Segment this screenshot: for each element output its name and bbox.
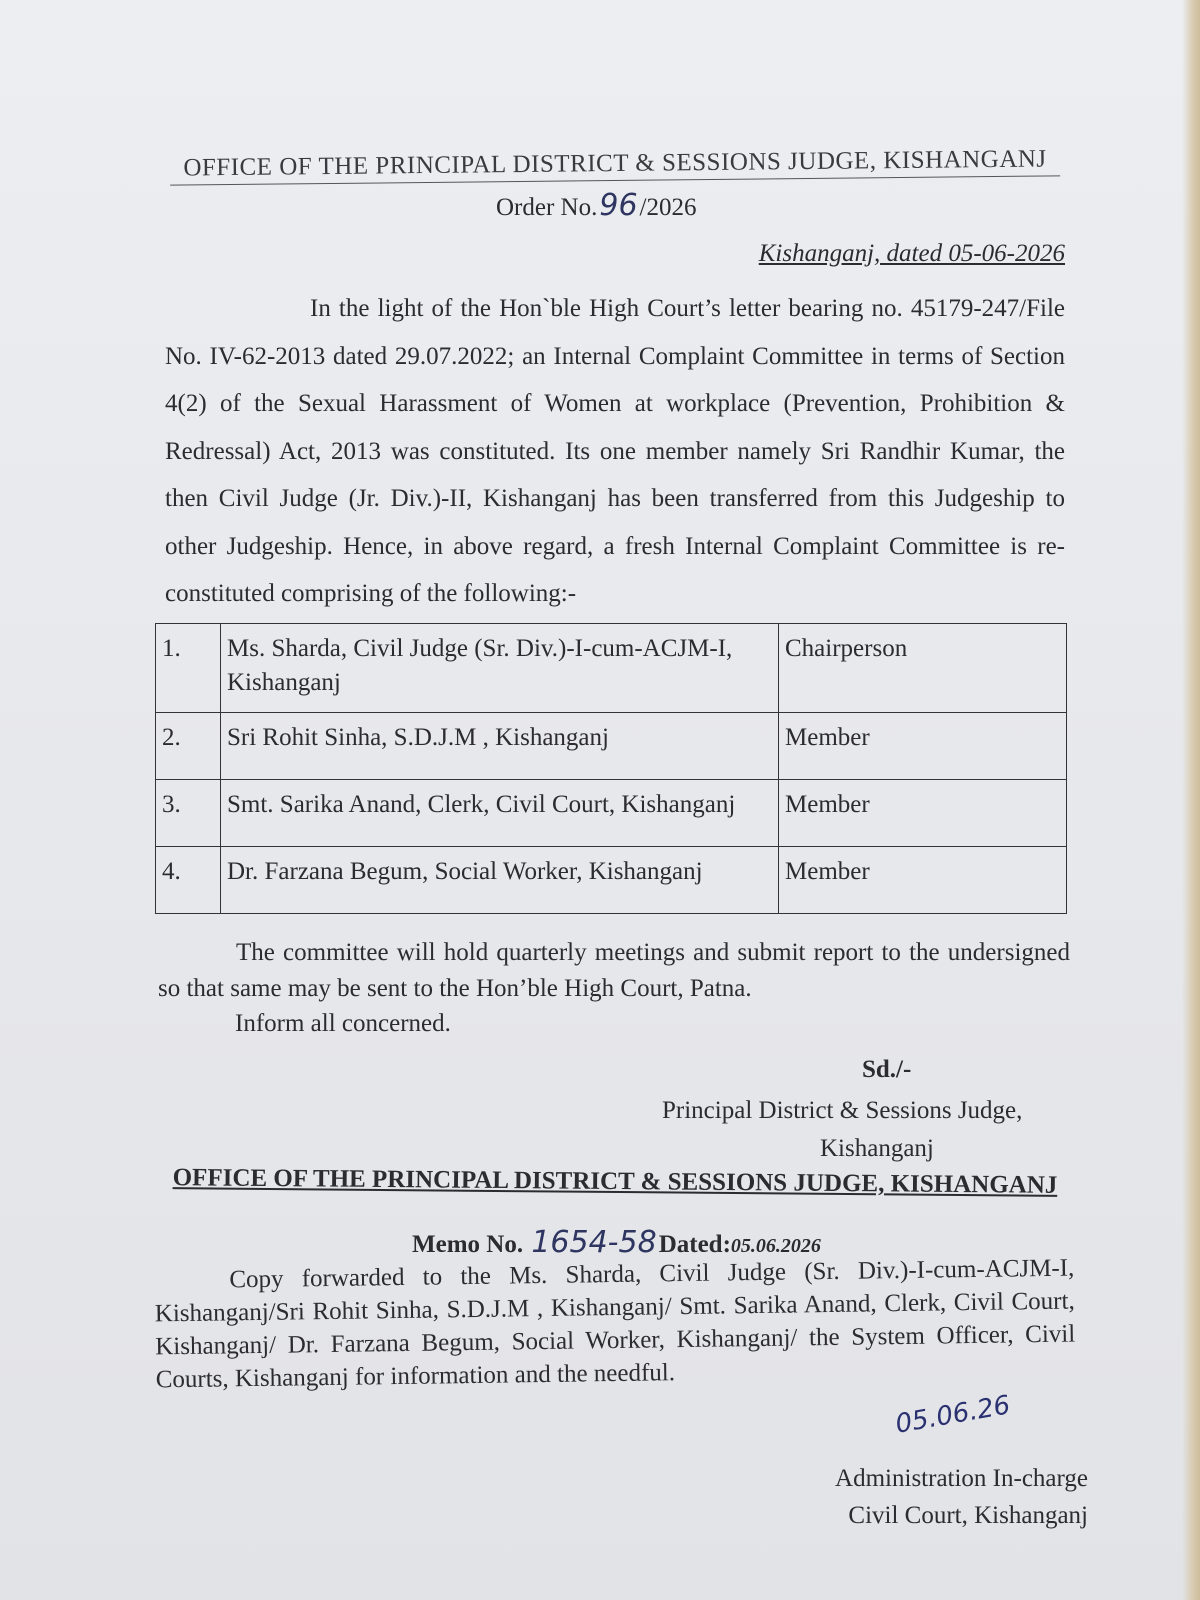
- memo-dated-value: 05.06.2026: [730, 1235, 821, 1257]
- table-row: [156, 624, 1067, 713]
- memo-dated-label: Dated:: [658, 1231, 731, 1258]
- member-number: 4.: [156, 847, 221, 914]
- handwritten-signature-date: 05.06.26: [893, 1390, 1013, 1440]
- order-prefix: Order No.: [496, 194, 598, 221]
- signed-mark: Sd./-: [862, 1056, 912, 1083]
- memo-number-line: [412, 1225, 821, 1260]
- member-number: 2.: [156, 713, 221, 780]
- judge-place: Kishanganj: [820, 1135, 934, 1162]
- page-edge: [1182, 0, 1200, 1600]
- member-role: Member: [779, 780, 1067, 847]
- admin-place: Civil Court, Kishanganj: [848, 1502, 1088, 1529]
- memo-office-header: OFFICE OF THE PRINCIPAL DISTRICT & SESSIONS JUDGE, KISHANGANJ: [172, 1164, 1058, 1199]
- member-number: 3.: [156, 780, 221, 847]
- table-row: [156, 847, 1067, 914]
- judge-title: Principal District & Sessions Judge,: [662, 1097, 1023, 1124]
- place-date: Kishanganj, dated 05-06-2026: [758, 240, 1065, 267]
- office-header: OFFICE OF THE PRINCIPAL DISTRICT & SESSIONS JUDGE, KISHANGANJ: [170, 145, 1060, 185]
- member-name: Dr. Farzana Begum, Social Worker, Kishanganj: [221, 847, 779, 914]
- member-role: Member: [779, 847, 1067, 914]
- order-suffix: /2026: [639, 194, 697, 221]
- judge-signature-block: [662, 1092, 1082, 1168]
- table-row: [156, 780, 1067, 847]
- meetings-paragraph: [158, 935, 1070, 1007]
- order-number-line: [496, 188, 697, 223]
- memo-number-handwritten: 1654-58: [531, 1225, 657, 1260]
- memo-prefix: Memo No.: [412, 1231, 524, 1258]
- member-name: Sri Rohit Sinha, S.D.J.M , Kishanganj: [221, 713, 779, 780]
- order-paragraph-text: In the light of the Hon`ble High Court’s letter bearing no. 45179-247/File No. IV-62-2013 dated 29.07.2022; an Internal Complaint Committee in terms of Section 4(2) of the Sexual Harassment of Women at workplace (Prevention, Prohibition & Redressal) Act, 2013 was constituted. Its one member namely Sri Randhir Kumar, the then Civil Judge (Jr. Div.)-II, Kishanganj has been transferred from this Judgeship to other Judgeship. Hence, in above regard, a fresh Internal Complaint Committee is re-constituted comprising of the following:-: [165, 295, 1065, 607]
- member-role: Member: [779, 713, 1067, 780]
- inform-line: Inform all concerned.: [235, 1010, 451, 1037]
- table-row: [156, 713, 1067, 780]
- meetings-paragraph-text: The committee will hold quarterly meetings and submit report to the undersigned so that same may be sent to the Hon’ble High Court, Patna.: [158, 939, 1070, 1002]
- admin-title: Administration In-charge: [835, 1465, 1088, 1492]
- order-paragraph: [165, 285, 1065, 618]
- member-number: 1.: [156, 624, 221, 713]
- member-name: Smt. Sarika Anand, Clerk, Civil Court, Kishanganj: [221, 780, 779, 847]
- memo-paragraph: [154, 1252, 1076, 1397]
- member-role: Chairperson: [779, 624, 1067, 713]
- order-number-handwritten: 96: [599, 188, 638, 223]
- member-name: Ms. Sharda, Civil Judge (Sr. Div.)-I-cum-ACJM-I, Kishanganj: [221, 624, 779, 713]
- admin-signature-block: [788, 1460, 1088, 1534]
- committee-table: [155, 623, 1067, 914]
- memo-paragraph-text: Copy forwarded to the Ms. Sharda, Civil Judge (Sr. Div.)-I-cum-ACJM-I, Kishanganj/Sri Rohit Sinha, S.D.J.M , Kishanganj/ Smt. Sarika Anand, Clerk, Civil Court, Kishanganj/ Dr. Farzana Begum, Social Worker, Kishanganj/ the System Officer, Civil Courts, Kishanganj for information and the needful.: [154, 1254, 1076, 1394]
